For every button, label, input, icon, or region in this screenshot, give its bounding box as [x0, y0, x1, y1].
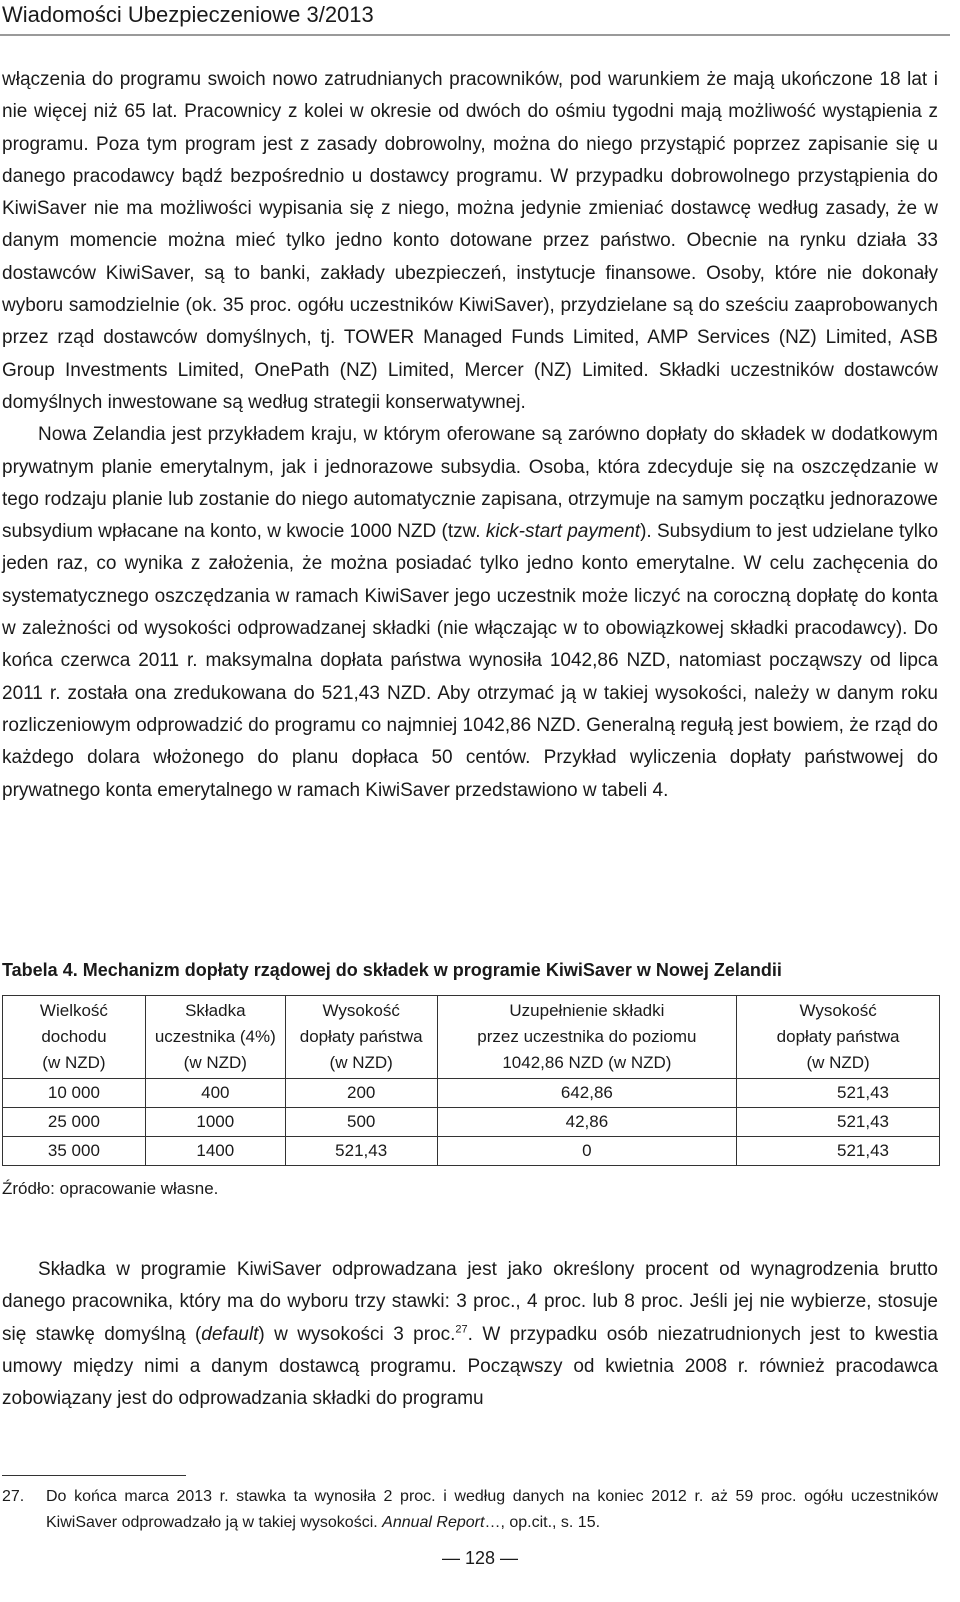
header-line: dopłaty państwa — [299, 1027, 423, 1046]
table-cell: 0 — [437, 1137, 737, 1166]
header-line: uczestnika (4%) — [154, 1027, 276, 1046]
header-state-subsidy-final — [737, 996, 940, 1079]
header-divider — [0, 34, 950, 36]
table-cell: 35 000 — [3, 1137, 146, 1166]
paragraph-3-italic: default — [201, 1323, 259, 1345]
header-line: Wysokość — [322, 1001, 400, 1020]
footnote-italic: Annual Report — [382, 1514, 485, 1531]
header-line: Wielkość — [39, 1001, 108, 1020]
footnote-ref: 27 — [455, 1323, 468, 1336]
table-cell: 10 000 — [3, 1079, 146, 1108]
paragraph-3-part-b: ) w wysokości 3 proc. — [258, 1323, 456, 1345]
table-cell: 521,43 — [737, 1137, 940, 1166]
paragraph-2-part-b: ). Subsydium to jest udzielane tylko jeden raz, co wynika z założenia, że można posiadać tylko jedno konto emerytalne. W celu zachęcenia do systematycznego oszczędzania w ramach KiwiSaver jego uczestnik może liczyć na coroczną dopłatę do konta w zależności od wysokości odprowadzanej składki (nie włączając w to obowiązkowej składki pracodawcy). Do końca czerwca 2011 r. maksymalna dopłata państwa wynosiła 1042,86 NZD, natomiast począwszy od lipca 2011 r. została ona zredukowana do 521,43 NZD. Aby otrzymać ją w takiej wysokości, należy w danym roku rozliczeniowym odprowadzić do programu co najmniej 1042,86 NZD. Generalną regułą jest bowiem, że rząd do każdego dolara włożonego do planu dopłaca 50 centów. Przykład wyliczenia dopłaty państwowej do prywatnego konta emerytalnego w ramach KiwiSaver przedstawiono w tabeli 4. — [2, 521, 939, 801]
page-number: — 128 — — [441, 1548, 519, 1568]
header-line: dopłaty państwa — [776, 1027, 900, 1046]
header-line: Uzupełnienie składki — [509, 1001, 665, 1020]
header-line: Składka — [185, 1001, 246, 1020]
footnote-text-a: Do końca marca 2013 r. stawka ta wynosiła 2 proc. i według danych na koniec 2012 r. aż 59 proc. ogółu uczestników KiwiSaver odprowadzało ją w takiej wysokości. — [46, 1488, 938, 1531]
table-cell: 521,43 — [737, 1079, 940, 1108]
table-cell: 1000 — [145, 1108, 285, 1137]
table-cell: 1400 — [145, 1137, 285, 1166]
header-line: (w NZD) — [329, 1053, 393, 1072]
header-line: dochodu — [41, 1027, 107, 1046]
table-cell: 25 000 — [3, 1108, 146, 1137]
header-line: Wysokość — [799, 1001, 877, 1020]
table-cell: 521,43 — [737, 1108, 940, 1137]
table-source: Źródło: opracowanie własne. — [2, 1179, 219, 1198]
footnote-text — [46, 1484, 938, 1536]
table-row — [3, 1108, 940, 1137]
table-title: Tabela 4. Mechanizm dopłaty rządowej do składek w programie KiwiSaver w Nowej Zelandii — [2, 960, 782, 980]
paragraph-2-italic: kick-start payment — [485, 521, 641, 543]
table-cell: 42,86 — [437, 1108, 737, 1137]
kiwisaver-table — [2, 995, 940, 1166]
table-cell: 200 — [285, 1079, 437, 1108]
footnote-number: 27. — [2, 1488, 25, 1505]
paragraph-2-part-a: Nowa Zelandia jest przykładem kraju, w którym oferowane są zarówno dopłaty do składek w dodatkowym prywatnym planie emerytalnym, jak i jednorazowe subsydia. Osoba, która zdecyduje się na oszczędzanie w tego rodzaju planie lub zostanie do niego automatycznie zapisana, otrzymuje na samym początku jednorazowe subsydium wpłacane na konto, w kwocie 1000 NZD (tzw. — [2, 424, 938, 543]
footnote-divider — [2, 1475, 186, 1476]
paragraph-2 — [2, 419, 938, 807]
table-cell: 521,43 — [285, 1137, 437, 1166]
header-line: (w NZD) — [806, 1053, 870, 1072]
paragraph-3 — [2, 1254, 938, 1415]
running-header: Wiadomości Ubezpieczeniowe 3/2013 — [2, 2, 374, 27]
header-top-up — [437, 996, 737, 1079]
table-cell: 500 — [285, 1108, 437, 1137]
table-header-row — [3, 996, 940, 1079]
header-line: (w NZD) — [183, 1053, 247, 1072]
header-contribution — [145, 996, 285, 1079]
table-row — [3, 1137, 940, 1166]
main-text — [2, 64, 938, 807]
table-row — [3, 1079, 940, 1108]
header-line: 1042,86 NZD (w NZD) — [502, 1053, 672, 1072]
footnote-text-b: …, op.cit., s. 15. — [484, 1514, 601, 1531]
main-text-continued — [2, 1254, 938, 1415]
paragraph-3-part-a: Składka w programie KiwiSaver odprowadzana jest jako określony procent od wynagrodzenia brutto danego pracownika, który ma do wyboru trzy stawki: 3 proc., 4 proc. lub 8 proc. Jeśli jej nie wybierze, stosuje się stawkę domyślną ( — [2, 1259, 938, 1345]
header-state-subsidy — [285, 996, 437, 1079]
paragraph-1: włączenia do programu swoich nowo zatrudnianych pracowników, pod warunkiem że mają ukończone 18 lat i nie więcej niż 65 lat. Pracownicy z kolei w okresie od dwóch do ośmiu tygodni mają możliwość wystąpienia z programu. Poza tym program jest z zasady dobrowolny, można do niego przystąpić poprzez zapisanie się u danego pracodawcy bądź bezpośrednio u dostawcy programu. W przypadku dobrowolnego przystąpienia do KiwiSaver nie ma możliwości wypisania się z niego, można jedynie zmieniać dostawcę według zasady, że w danym momencie można mieć tylko jedno konto dotowane przez państwo. Obecnie na rynku działa 33 dostawców KiwiSaver, są to banki, zakłady ubezpieczeń, instytucje finansowe. Osoby, które nie dokonały wyboru samodzielnie (ok. 35 proc. ogółu uczestników KiwiSaver), przydzielane są do sześciu zaaprobowanych przez rząd dostawców domyślnych, tj. TOWER Managed Funds Limited, AMP Services (NZ) Limited, ASB Group Investments Limited, OnePath (NZ) Limited, Mercer (NZ) Limited. Składki uczestników dostawców domyślnych inwestowane są według strategii konserwatywnej. — [2, 69, 938, 413]
paragraph-3-part-c: . W przypadku osób niezatrudnionych jest to kwestia umowy między nimi a danym dostawcą programu. Począwszy od kwietnia 2008 r. również pracodawca zobowiązany jest do odprowadzania składki do programu — [2, 1323, 938, 1410]
header-income — [3, 996, 146, 1079]
table-cell: 400 — [145, 1079, 285, 1108]
footnote — [2, 1484, 938, 1536]
header-line: przez uczestnika do poziomu — [477, 1027, 697, 1046]
table-cell: 642,86 — [437, 1079, 737, 1108]
header-line: (w NZD) — [42, 1053, 106, 1072]
